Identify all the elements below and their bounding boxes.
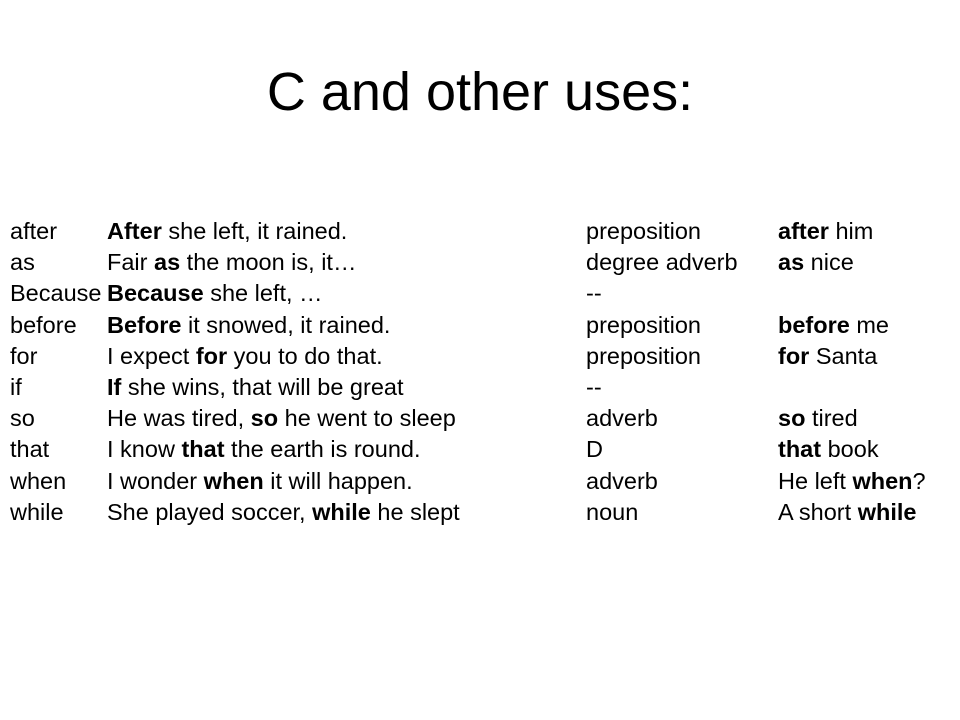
table-row [10,403,955,434]
word-cell: Because [10,280,102,307]
word-cell: while [10,498,64,525]
example-text: I wonder [107,467,204,494]
example-text: I expect [107,342,196,369]
highlighted-word: as [778,249,805,276]
other-use-example-cell [778,434,879,465]
category-cell: adverb [586,405,658,432]
category-cell: noun [586,498,639,525]
word-usage-table [10,216,955,528]
example-sentence-cell [107,434,420,465]
example-sentence-cell [107,278,323,309]
example-text: the earth is round. [224,436,421,463]
example-sentence-cell [107,372,404,403]
highlighted-word: After [107,218,162,244]
example-sentence-cell [107,341,383,372]
category-cell: preposition [586,218,701,244]
example-text: he slept [370,498,460,525]
other-use-example-cell [778,403,858,434]
other-use-example-cell [778,497,916,528]
highlighted-word: Because [107,280,204,307]
example-text: it snowed, it rained. [181,311,391,338]
highlighted-word: as [154,249,181,276]
highlighted-word: Before [107,311,182,338]
other-use-example-cell [778,341,877,372]
table-row [10,278,955,309]
highlighted-word: before [778,311,850,338]
table-row [10,310,955,341]
example-sentence-cell [107,497,460,528]
word-cell: if [10,373,22,400]
highlighted-word: that [778,436,822,463]
highlighted-word: when [852,467,913,494]
highlighted-word: for [778,342,810,369]
example-text: She played soccer, [107,498,313,525]
example-text: nice [804,249,854,276]
table-row [10,497,955,528]
highlighted-word: If [107,373,122,400]
example-sentence-cell [107,216,347,247]
example-text: Santa [809,342,878,369]
category-cell: -- [586,280,602,307]
table-row [10,372,955,403]
word-cell: after [10,218,58,244]
example-text: ? [912,467,926,494]
category-cell: degree adverb [586,249,738,276]
example-sentence-cell [107,310,390,341]
other-use-example-cell [778,216,873,247]
highlighted-word: for [195,342,228,369]
example-sentence-cell [107,403,456,434]
example-text: she left, it rained. [161,218,348,244]
example-text: the moon is, it… [180,249,357,276]
category-cell: preposition [586,342,701,369]
word-cell: when [10,467,67,494]
word-cell: so [10,405,35,432]
highlighted-word: so [250,405,279,432]
highlighted-word: while [857,498,917,525]
highlighted-word: so [778,405,806,432]
example-text: I know [107,436,182,463]
table-row [10,466,955,497]
other-use-example-cell [778,466,926,497]
highlighted-word: when [203,467,264,494]
word-cell: before [10,311,77,338]
word-cell: that [10,436,50,463]
category-cell: adverb [586,467,658,494]
category-cell: D [586,436,603,463]
example-sentence-cell [107,466,413,497]
example-text: she left, … [203,280,323,307]
example-sentence-cell [107,247,356,278]
slide-title: C and other uses: [266,62,694,122]
category-cell: preposition [586,311,701,338]
highlighted-word: while [312,498,371,525]
table-row [10,247,955,278]
example-text: tired [805,405,858,432]
example-text: you to do that. [227,342,383,369]
example-text: she wins, that will be great [121,373,404,400]
example-text: book [821,436,879,463]
example-text: He left [778,467,853,494]
example-text: he went to sleep [278,405,456,432]
example-text: me [849,311,890,338]
example-text: A short [778,498,858,525]
other-use-example-cell [778,310,889,341]
example-text: Fair [107,249,154,276]
example-text: it will happen. [263,467,413,494]
category-cell: -- [586,373,602,400]
word-cell: for [10,342,38,369]
other-use-example-cell [778,247,854,278]
highlighted-word: that [181,436,225,463]
example-text: him [828,218,874,244]
table-row [10,341,955,372]
example-text: He was tired, [107,405,251,432]
word-cell: as [10,249,35,276]
table-row [10,434,955,465]
table-row [10,216,955,247]
highlighted-word: after [778,218,829,244]
